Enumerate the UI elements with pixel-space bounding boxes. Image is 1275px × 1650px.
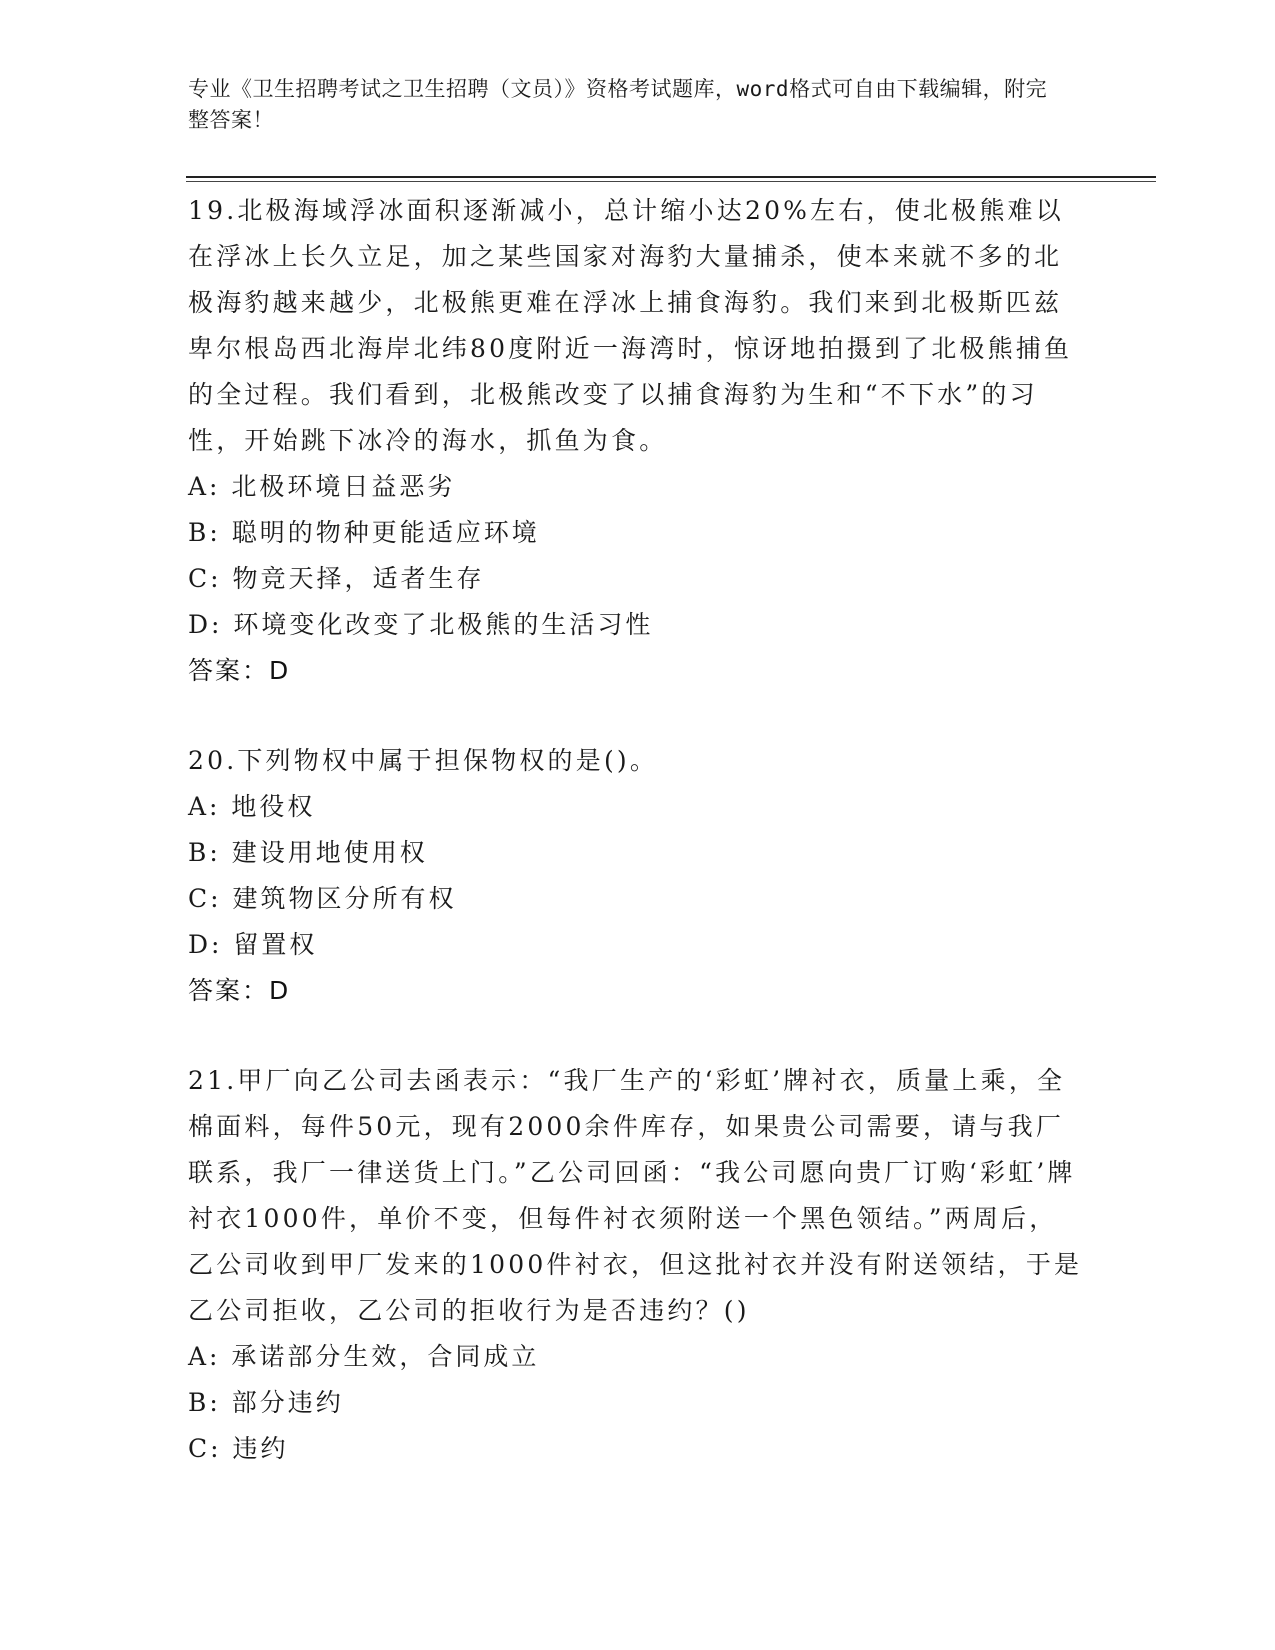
option-b: B: 部分违约 (188, 1388, 344, 1417)
option-c: C: 违约 (188, 1434, 289, 1463)
question-stem: 19.北极海域浮冰面积逐渐减小，总计缩小达20%左右，使北极熊难以在浮冰上长久立足，加之某些国家对海豹大量捕杀，使本来就不多的北极海豹越来越少，北极熊更难在浮冰上捕食海豹。我们来到北极斯匹兹卑尔根岛西北海岸北纬80度附近一海湾时，惊讶地拍摄到了北极熊捕鱼的全过程。我们看到，北极熊改变了以捕食海豹为生和“不下水”的习性，开始跳下冰冷的海水，抓鱼为食。 (188, 196, 1073, 455)
option-c: C: 物竞天择，适者生存 (188, 564, 485, 593)
option-d: D: 环境变化改变了北极熊的生活习性 (188, 610, 654, 639)
question-stem: 20.下列物权中属于担保物权的是()。 (188, 746, 659, 775)
header-rule-thick (186, 176, 1156, 178)
document-header: 专业《卫生招聘考试之卫生招聘（文员）》资格考试题库，word格式可自由下载编辑，附完整答案！ (188, 77, 1048, 132)
answer-line: 答案：D (188, 656, 291, 685)
question-20 (188, 738, 1083, 1014)
option-a: A: 承诺部分生效，合同成立 (188, 1342, 540, 1371)
option-a: A: 地役权 (188, 792, 316, 821)
option-c: C: 建筑物区分所有权 (188, 884, 457, 913)
question-19 (188, 188, 1083, 694)
answer-line: 答案：D (188, 976, 291, 1005)
question-stem: 21.甲厂向乙公司去函表示：“我厂生产的‘彩虹’牌衬衣，质量上乘，全棉面料，每件50元，现有2000余件库存，如果贵公司需要，请与我厂联系，我厂一律送货上门。”乙公司回函：“我公司愿向贵厂订购‘彩虹’牌衬衣1000件，单价不变，但每件衬衣须附送一个黑色领结。”两周后，乙公司收到甲厂发来的1000件衬衣，但这批衬衣并没有附送领结，于是乙公司拒收，乙公司的拒收行为是否违约？() (188, 1066, 1083, 1325)
option-b: B: 建设用地使用权 (188, 838, 428, 867)
option-b: B: 聪明的物种更能适应环境 (188, 518, 540, 547)
option-d: D: 留置权 (188, 930, 318, 959)
question-spacer (188, 694, 1083, 738)
header-rule-thin (186, 181, 1156, 182)
question-spacer (188, 1014, 1083, 1058)
question-list (188, 188, 1083, 1472)
option-a: A: 北极环境日益恶劣 (188, 472, 456, 501)
question-21 (188, 1058, 1083, 1472)
